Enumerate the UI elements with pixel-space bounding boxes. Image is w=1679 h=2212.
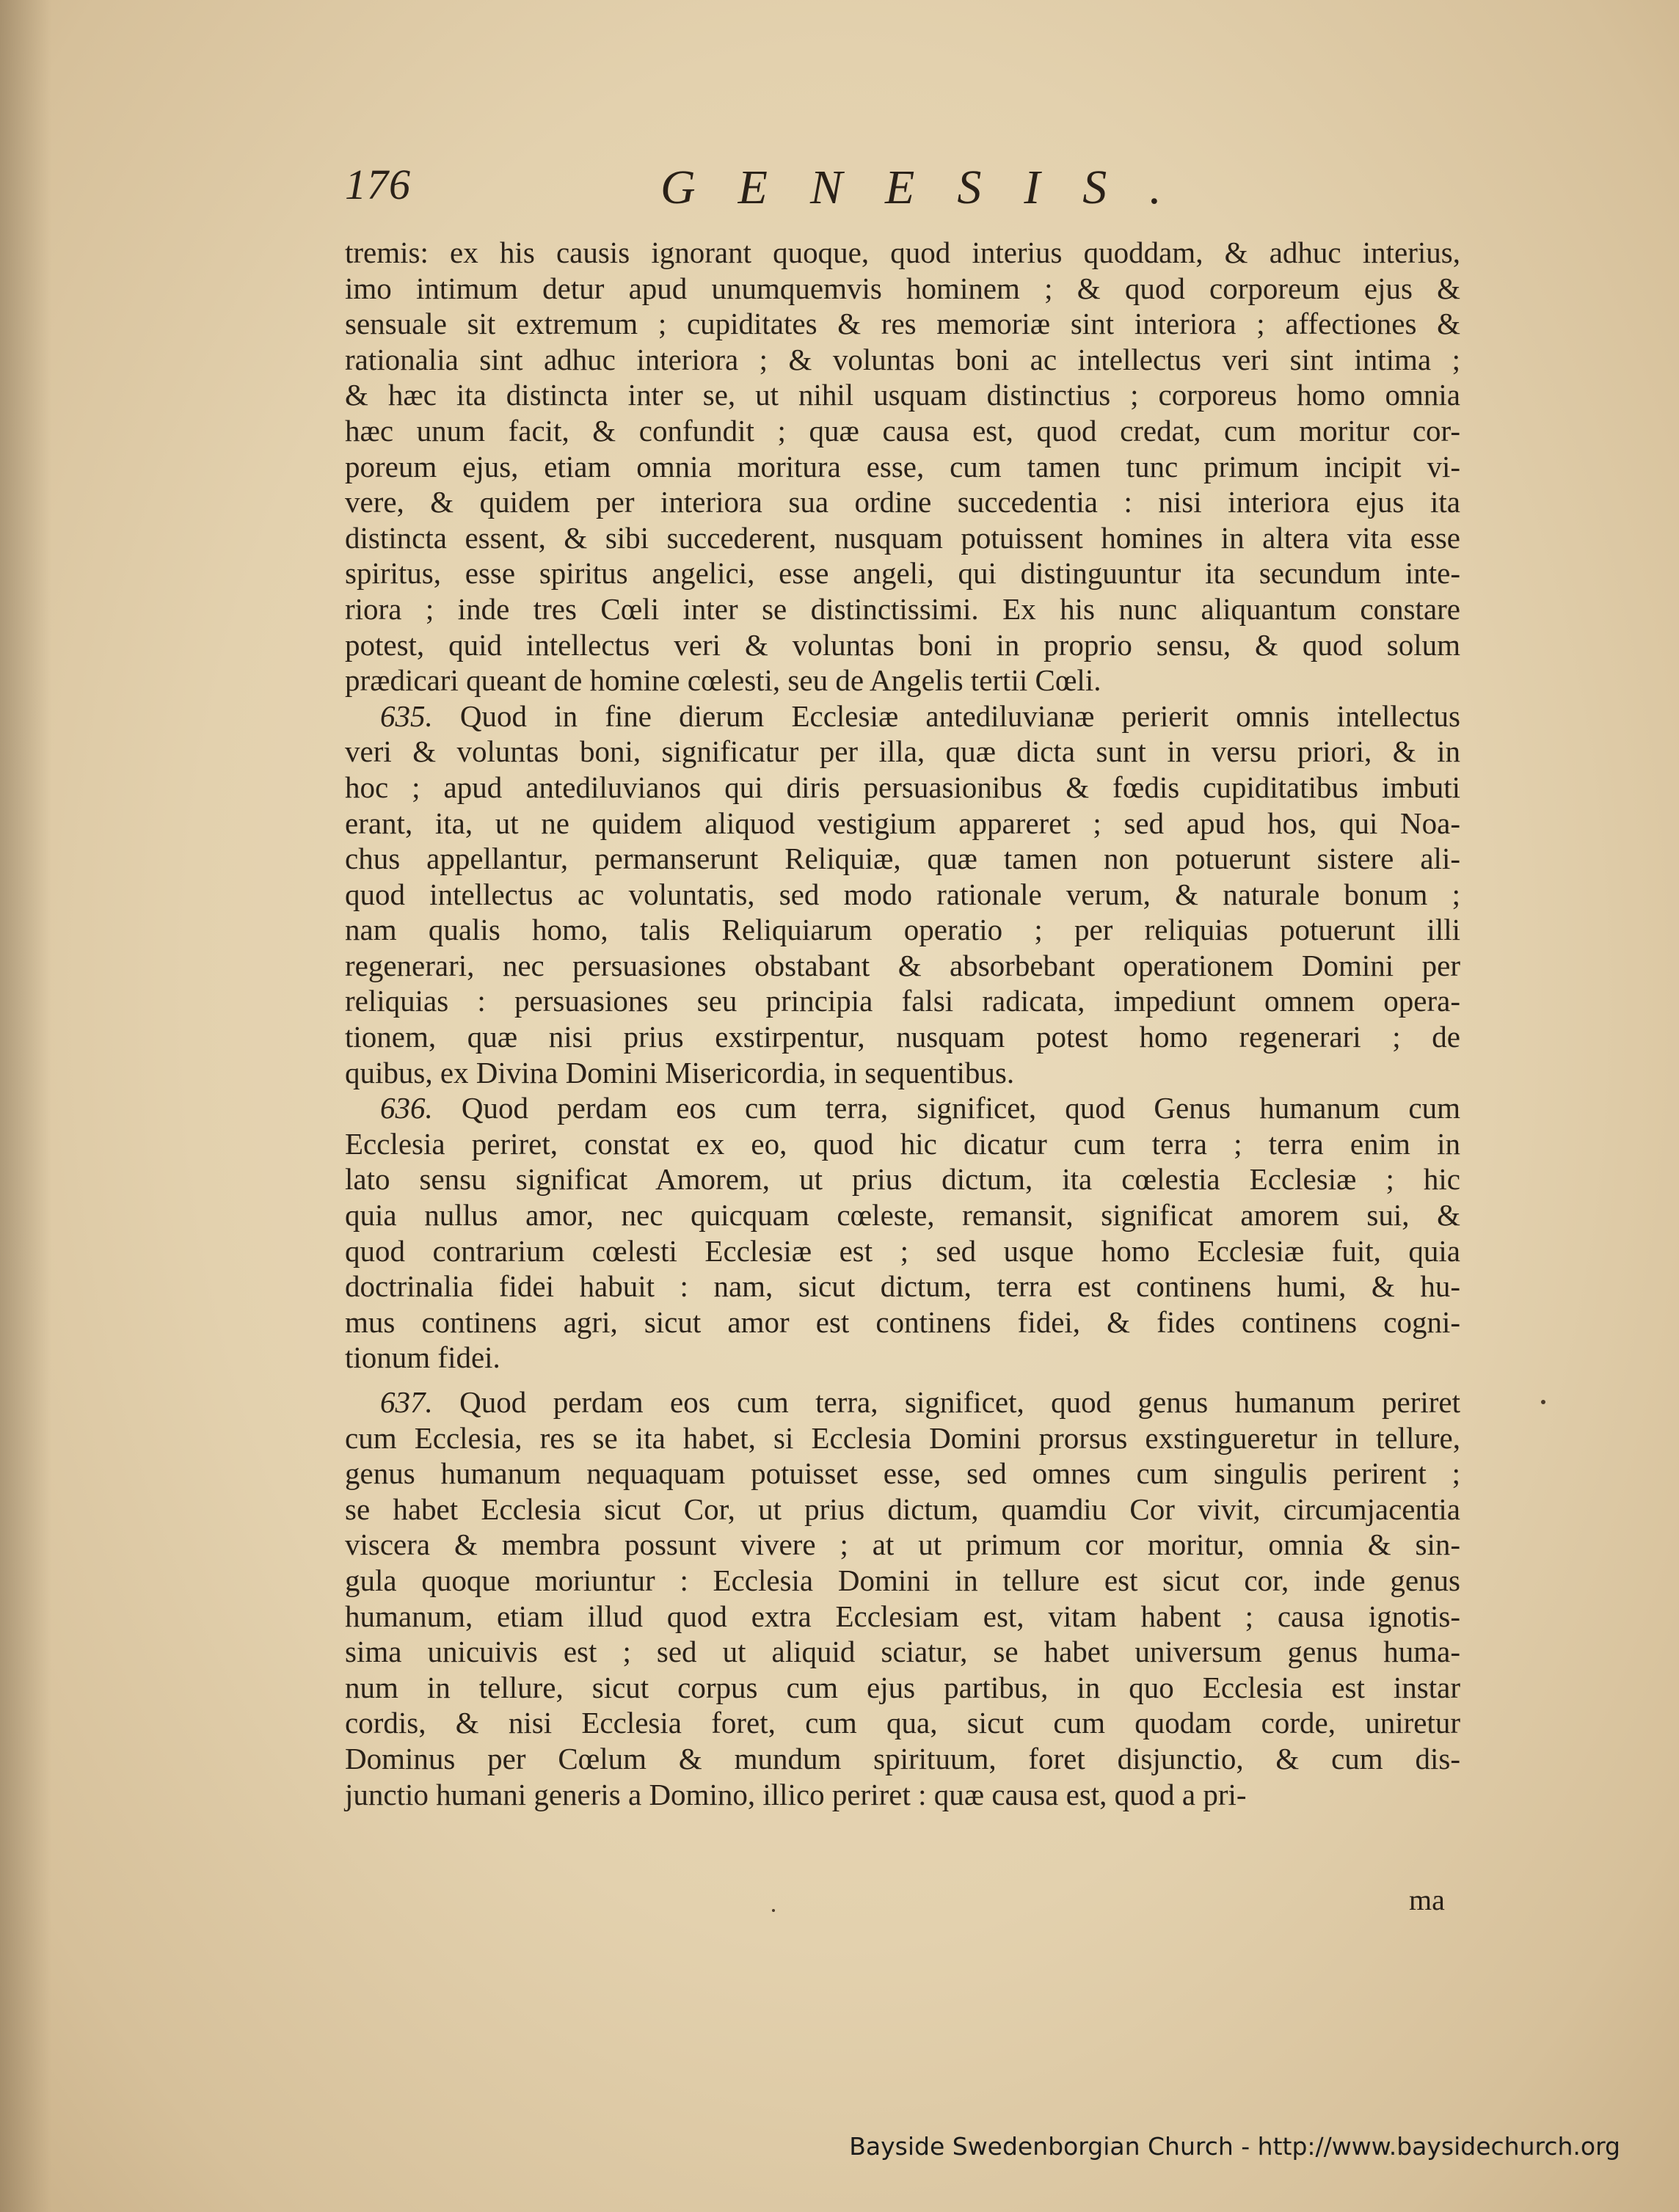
- paragraph-p637: [345, 1384, 1460, 1812]
- text-line: poreum ejus, etiam omnia moritura esse, cum tamen tunc primum incipit vi-: [345, 449, 1460, 483]
- text-line: hæc unum facit, & confundit ; quæ causa est, quod credat, cum moritur cor-: [345, 413, 1460, 448]
- ink-speck: [1541, 1400, 1545, 1404]
- text-line: riora ; inde tres Cœli inter se distinctissimi. Ex his nunc aliquantum constare: [345, 591, 1460, 626]
- text-line: genus humanum nequaquam potuisset esse, sed omnes cum singulis perirent ;: [345, 1456, 1460, 1491]
- text-block: [345, 235, 1460, 1812]
- text-line: chus appellantur, permanserunt Reliquiæ, quæ tamen non potuerunt sistere ali-: [345, 842, 1460, 876]
- text-line: veri & voluntas boni, significatur per illa, quæ dicta sunt in versu priori, & in: [345, 734, 1460, 769]
- binding-shadow: [0, 0, 51, 2212]
- paragraph-p0: [345, 235, 1460, 698]
- text-line: cordis, & nisi Ecclesia foret, cum qua, sicut cum quodam corde, uniretur: [345, 1706, 1460, 1740]
- text-line: sensuale sit extremum ; cupiditates & res memoriæ sint interiora ; affectiones &: [345, 307, 1460, 341]
- text-line: [345, 1090, 1460, 1126]
- paragraph-number: 636.: [380, 1091, 433, 1125]
- text-line: quia nullus amor, nec quicquam cœleste, remansit, significat amorem sui, &: [345, 1198, 1460, 1233]
- text-line: Dominus per Cœlum & mundum spirituum, foret disjunctio, & cum dis-: [345, 1741, 1460, 1775]
- text-line: doctrinalia fidei habuit : nam, sicut dictum, terra est continens humi, & hu-: [345, 1269, 1460, 1304]
- paragraph-number: 635.: [380, 698, 433, 733]
- text-line: quod contrarium cœlesti Ecclesiæ est ; sed usque homo Ecclesiæ fuit, quia: [345, 1233, 1460, 1268]
- text-line: se habet Ecclesia sicut Cor, ut prius dictum, quamdiu Cor vivit, circumjacentia: [345, 1492, 1460, 1526]
- text-line: [345, 1384, 1460, 1420]
- text-line: mus continens agri, sicut amor est continens fidei, & fides continens cogni-: [345, 1304, 1460, 1339]
- line-text: Quod perdam eos cum terra, significet, quod Genus humanum cum: [461, 1091, 1460, 1125]
- text-line: Ecclesia periret, constat ex eo, quod hic dicatur cum terra ; terra enim in: [345, 1126, 1460, 1161]
- catchword: ma: [1409, 1883, 1445, 1916]
- text-line: quod intellectus ac voluntatis, sed modo rationale verum, & naturale bonum ;: [345, 877, 1460, 911]
- text-line: num in tellure, sicut corpus cum ejus partibus, in quo Ecclesia est instar: [345, 1670, 1460, 1704]
- text-line: [345, 698, 1460, 734]
- text-line: erant, ita, ut ne quidem aliquod vestigium appareret ; sed apud hos, qui Noa-: [345, 806, 1460, 840]
- text-line: reliquias : persuasiones seu principia falsi radicata, impediunt omnem opera-: [345, 984, 1460, 1018]
- paragraph-number: 637.: [380, 1385, 433, 1419]
- text-line: distincta essent, & sibi succederent, nusquam potuissent homines in altera vita esse: [345, 520, 1460, 555]
- paragraph-p635: [345, 698, 1460, 1091]
- text-line: hoc ; apud antediluvianos qui diris persuasionibus & fœdis cupiditatibus imbuti: [345, 770, 1460, 804]
- line-text: Quod in fine dierum Ecclesiæ antediluvianæ perierit omnis intellectus: [459, 698, 1460, 733]
- text-line: tionem, quæ nisi prius exstirpentur, nusquam potest homo regenerari ; de: [345, 1020, 1460, 1054]
- text-line: junctio humani generis a Domino, illico periret : quæ causa est, quod a pri-: [345, 1777, 1247, 1811]
- text-line: rationalia sint adhuc interiora ; & voluntas boni ac intellectus veri sint intima ;: [345, 342, 1460, 376]
- text-line: lato sensu significat Amorem, ut prius dictum, ita cœlestia Ecclesiæ ; hic: [345, 1162, 1460, 1197]
- text-line: regenerari, nec persuasiones obstabant & absorbebant operationem Domini per: [345, 948, 1460, 982]
- text-line: spiritus, esse spiritus angelici, esse angeli, qui distinguuntur ita secundum inte-: [345, 556, 1460, 591]
- text-line: sima unicuivis est ; sed ut aliquid sciatur, se habet universum genus huma-: [345, 1635, 1460, 1669]
- ink-speck: [772, 1909, 775, 1912]
- text-line: prædicari queant de homine cœlesti, seu de Angelis tertii Cœli.: [345, 663, 1101, 698]
- watermark-credit: Bayside Swedenborgian Church - http://www.baysidechurch.org: [849, 2132, 1620, 2161]
- text-line: tremis: ex his causis ignorant quoque, quod interius quoddam, & adhuc interius,: [345, 236, 1460, 269]
- page-header: [345, 160, 1460, 219]
- text-line: quibus, ex Divina Domini Misericordia, in sequentibus.: [345, 1055, 1015, 1089]
- text-line: nam qualis homo, talis Reliquiarum operatio ; per reliquias potuerunt illi: [345, 913, 1460, 947]
- running-title: GENESIS.: [660, 161, 1204, 214]
- text-line: gula quoque moriuntur : Ecclesia Domini in tellure est sicut cor, inde genus: [345, 1563, 1460, 1597]
- text-line: potest, quid intellectus veri & voluntas boni in proprio sensu, & quod solum: [345, 627, 1460, 662]
- page-number: 176: [345, 161, 411, 208]
- line-text: Quod perdam eos cum terra, significet, quod genus humanum periret: [459, 1385, 1460, 1419]
- text-line: & hæc ita distincta inter se, ut nihil usquam distinctius ; corporeus homo omnia: [345, 378, 1460, 412]
- text-line: cum Ecclesia, res se ita habet, si Ecclesia Domini prorsus exstingueretur in tellure,: [345, 1420, 1460, 1455]
- text-line: vere, & quidem per interiora sua ordine succedentia : nisi interiora ejus ita: [345, 485, 1460, 519]
- text-line: tionum fidei.: [345, 1340, 500, 1375]
- text-line: humanum, etiam illud quod extra Ecclesiam est, vitam habent ; causa ignotis-: [345, 1599, 1460, 1633]
- text-line: viscera & membra possunt vivere ; at ut primum cor moritur, omnia & sin-: [345, 1527, 1460, 1562]
- text-line: imo intimum detur apud unumquemvis hominem ; & quod corporeum ejus &: [345, 271, 1460, 305]
- paragraph-p636: [345, 1090, 1460, 1376]
